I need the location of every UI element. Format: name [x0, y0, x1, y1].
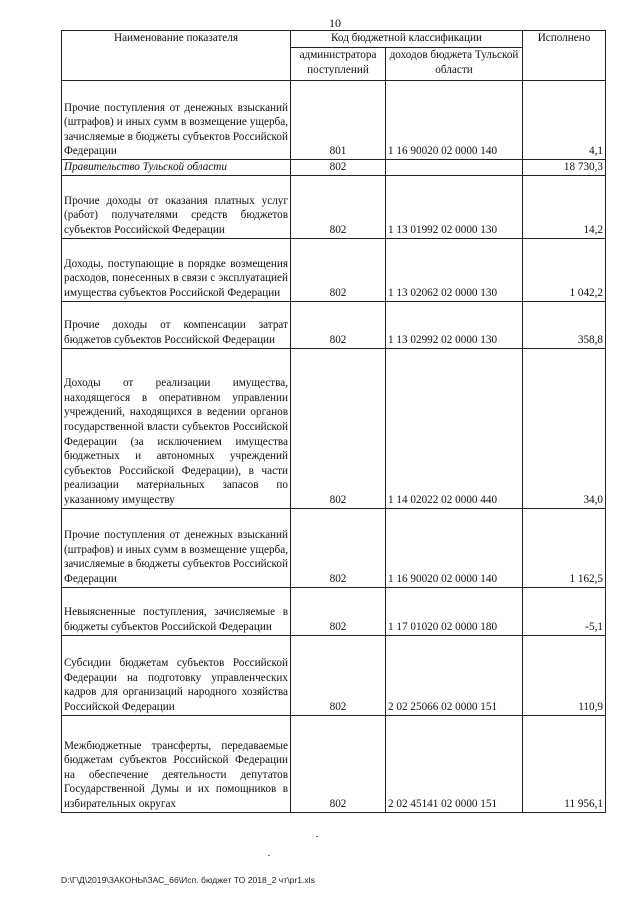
row-administrator: 802 [291, 635, 386, 715]
header-code-group: Код бюджетной классификации [291, 31, 523, 48]
row-administrator: 802 [291, 715, 386, 812]
row-amount: 110,9 [523, 635, 606, 715]
row-amount: -5,1 [523, 587, 606, 635]
table-row [62, 508, 606, 587]
table-row [62, 81, 606, 160]
table-row [62, 635, 606, 715]
row-amount: 18 730,3 [523, 160, 606, 176]
row-amount: 4,1 [523, 81, 606, 160]
header-executed: Исполнено [523, 31, 606, 81]
row-code [386, 160, 523, 176]
row-administrator: 802 [291, 238, 386, 301]
row-administrator: 802 [291, 587, 386, 635]
row-name: Прочие доходы от компенсации затрат бюджетов субъектов Российской Федерации [62, 301, 291, 348]
file-path: D:\Г\Д\2019\ЗАКОНЫ\ЗАС_66\Исп. бюджет ТО 2018_2 чт\pr1.xls [61, 875, 315, 885]
row-amount: 34,0 [523, 348, 606, 508]
row-amount: 1 162,5 [523, 508, 606, 587]
row-name: Прочие доходы от оказания платных услуг (работ) получателями средств бюджетов субъектов Российской Федерации [62, 175, 291, 238]
row-amount: 1 042,2 [523, 238, 606, 301]
header-revenue-code: доходов бюджета Тульской области [386, 48, 523, 81]
table-row [62, 238, 606, 301]
page-number: 10 [329, 16, 341, 30]
row-administrator: 802 [291, 508, 386, 587]
row-name: Субсидии бюджетам субъектов Российской Федерации на подготовку управленческих кадров для организаций народного хозяйства Российской Федерации [62, 635, 291, 715]
table-row [62, 175, 606, 238]
row-administrator: 802 [291, 175, 386, 238]
row-name: Доходы от реализации имущества, находящегося в оперативном управлении учреждений, находящихся в ведении органов государственной власти субъектов Российской Федерации (за исключением имущества бюджетных и автономных учреждений субъектов Российской Федерации), в части реализации материальных запасов по указанному имуществу [62, 348, 291, 508]
row-administrator: 802 [291, 301, 386, 348]
revenue-table [61, 30, 606, 813]
row-name: Правительство Тульской области [62, 160, 291, 176]
row-amount: 11 956,1 [523, 715, 606, 812]
row-code: 2 02 45141 02 0000 151 [386, 715, 523, 812]
row-administrator: 802 [291, 160, 386, 176]
table-row [62, 348, 606, 508]
row-code: 1 13 02062 02 0000 130 [386, 238, 523, 301]
row-name: Доходы, поступающие в порядке возмещения расходов, понесенных в связи с эксплуатацией имущества субъектов Российской Федерации [62, 238, 291, 301]
header-administrator: администратора поступлений [291, 48, 386, 81]
row-code: 1 16 90020 02 0000 140 [386, 508, 523, 587]
row-administrator: 801 [291, 81, 386, 160]
row-name: Прочие поступления от денежных взысканий (штрафов) и иных сумм в возмещение ущерба, зачисляемые в бюджеты субъектов Российской Федерации [62, 508, 291, 587]
row-name: Прочие поступления от денежных взысканий (штрафов) и иных сумм в возмещение ущерба, зачисляемые в бюджеты субъектов Российской Федерации [62, 81, 291, 160]
row-code: 1 13 01992 02 0000 130 [386, 175, 523, 238]
table-row [62, 587, 606, 635]
header-name: Наименование показателя [62, 31, 291, 81]
row-code: 1 14 02022 02 0000 440 [386, 348, 523, 508]
row-amount: 14,2 [523, 175, 606, 238]
row-amount: 358,8 [523, 301, 606, 348]
row-administrator: 802 [291, 348, 386, 508]
row-code: 1 16 90020 02 0000 140 [386, 81, 523, 160]
row-code: 2 02 25066 02 0000 151 [386, 635, 523, 715]
row-name: Межбюджетные трансферты, передаваемые бюджетам субъектов Российской Федерации на обеспечение деятельности депутатов Государственной Думы и их помощников в избирательных округах [62, 715, 291, 812]
row-code: 1 17 01020 02 0000 180 [386, 587, 523, 635]
row-name: Невыясненные поступления, зачисляемые в бюджеты субъектов Российской Федерации [62, 587, 291, 635]
table-row [62, 160, 606, 176]
table-row [62, 301, 606, 348]
scan-speck [268, 855, 270, 856]
scan-speck [316, 836, 318, 837]
table-row [62, 715, 606, 812]
row-code: 1 13 02992 02 0000 130 [386, 301, 523, 348]
